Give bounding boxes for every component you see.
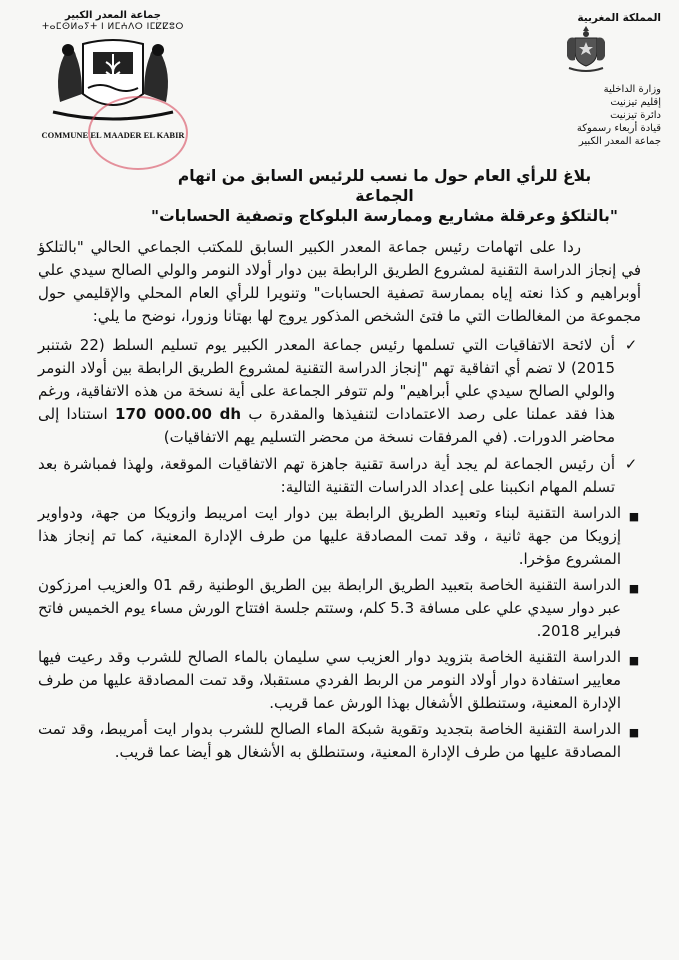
province-line: إقليم تيزنيت — [610, 97, 661, 108]
commune-line: جماعة المعدر الكبير — [578, 136, 661, 147]
study-text: الدراسة التقنية لبناء وتعبيد الطريق الرابطة بين دوار ايت امريبط وازويكا من جهة، ودواوير إزويكا من جهة ثانية ، وقد تمت المصادقة عليها من طرف الإدارة المعنية، كما تم إنجاز هذا المشروع مؤخرا. — [38, 504, 621, 568]
study-item — [38, 574, 641, 643]
administration-lines — [511, 83, 661, 148]
study-item — [38, 502, 641, 571]
point-1-amount: 170 000.00 dh — [115, 405, 242, 423]
communique-title — [150, 166, 619, 226]
point-1 — [38, 334, 641, 449]
square-bullet-icon: ■ — [628, 582, 640, 595]
caidat-line: قيادة أربعاء رسموكة — [576, 123, 661, 134]
kingdom-label: المملكة المغربية — [577, 12, 661, 24]
commune-arabic-name: جماعة المعدر الكبير — [65, 10, 161, 21]
moroccan-coat-of-arms-icon — [563, 22, 609, 74]
study-text: الدراسة التقنية الخاصة بتزويد دوار العزيب سي سليمان بالماء الصالح للشرب وقد رعيت فيها معايير استفادة دوار أولاد النومر من الربط الفردي مستقبلا، وقد تمت المصادقة عليها من طرف الإدارة المعنية، وستنطلق الأشغال بهذا الورش عما قريب. — [38, 648, 621, 712]
circle-line: دائرة تيزنيت — [610, 110, 661, 121]
point-2 — [38, 453, 641, 499]
communique-body — [38, 236, 641, 764]
study-text: الدراسة التقنية الخاصة بتعبيد الطريق الرابطة بين الطريق الوطنية رقم 01 والعزيب امرزكون عبر دوار سيدي علي على مسافة 5.3 كلم، وستتم جلسة افتتاح الورش مساء يوم الخميس فاتح فبراير 2018. — [38, 576, 622, 640]
title-line-1: بلاغ للرأي العام حول ما نسب للرئيس السابق من اتهام الجماعة — [177, 167, 592, 205]
study-text: الدراسة التقنية الخاصة بتجديد وتقوية شبكة الماء الصالح للشرب بدوار ايت أمريبط، وقد تمت المصادقة عليها من طرف الإدارة المعنية، وستنطلق به الأشغال هو أيضا عما قريب. — [38, 720, 621, 761]
square-bullet-icon: ■ — [628, 510, 640, 523]
checkmark-icon: ✓ — [624, 455, 638, 473]
commune-tifinagh-name: ⵜⴰⵎⵙⵍⴰⵢⵜ ⵏ ⵍⵎⵄⴷⵔ ⵏⵎⵇⵇⵓⵔ — [42, 22, 184, 32]
intro-paragraph: ردا على اتهامات رئيس جماعة المعدر الكبير السابق للمكتب الجماعي الحالي "بالتلكؤ في إنجاز الدراسة التقنية لمشروع الطريق الرابطة بين دوار أولاد النومر والولي الصالح سيدي علي أوبراهيم و كذا نعته إياه بممارسة تصفية الحسابات" وتنويرا للرأي العام المحلي والإقليمي حول مجموعة من المغالطات التي ما فتئ الشخص المذكور يروج لها بهتانا وزورا، نوضح ما يلي: — [38, 238, 641, 325]
point-1-text-after: استنادا إلى محاضر الدورات. (في المرفقات نسخة من محضر التسليم يهم الاتفاقيات) — [38, 405, 615, 446]
point-2-text: أن رئيس الجماعة لم يجد أية دراسة تقنية جاهزة تهم الاتفاقيات الموقعة، ولهذا فمباشرة بعد تسلم المهام انكببنا على إعداد الدراسات التقنية التالية: — [38, 455, 615, 496]
red-stamp-icon — [88, 96, 188, 170]
checkmark-icon: ✓ — [624, 336, 638, 354]
square-bullet-icon: ■ — [628, 726, 640, 739]
study-item — [38, 646, 641, 715]
title-line-2: "بالتلكؤ وعرقلة مشاريع وممارسة البلوكاج وتصفية الحسابات" — [151, 207, 618, 225]
point-1-text-before: أن لائحة الاتفاقيات التي تسلمها رئيس جماعة المعدر الكبير يوم تسليم السلط (22 شتنبر 2015) لا تضم أي اتفاقية تهم "إنجاز الدراسة التقنية لمشروع الطريق الرابطة بين أولاد النومر والولي الصالح سيدي علي أبراهيم" ولم تتوفر الجماعة على أية نسخة من هذه الاتفاقية، ورغم هذا فقد عملنا على رصد الاعتمادات لتنفيذها والمقدرة ب — [38, 336, 615, 423]
ministry-line: وزارة الداخلية — [603, 84, 661, 95]
commune-latin-name: COMMUNE EL MAADER EL KABIR — [41, 130, 185, 140]
study-item — [38, 718, 641, 764]
square-bullet-icon: ■ — [628, 654, 640, 667]
